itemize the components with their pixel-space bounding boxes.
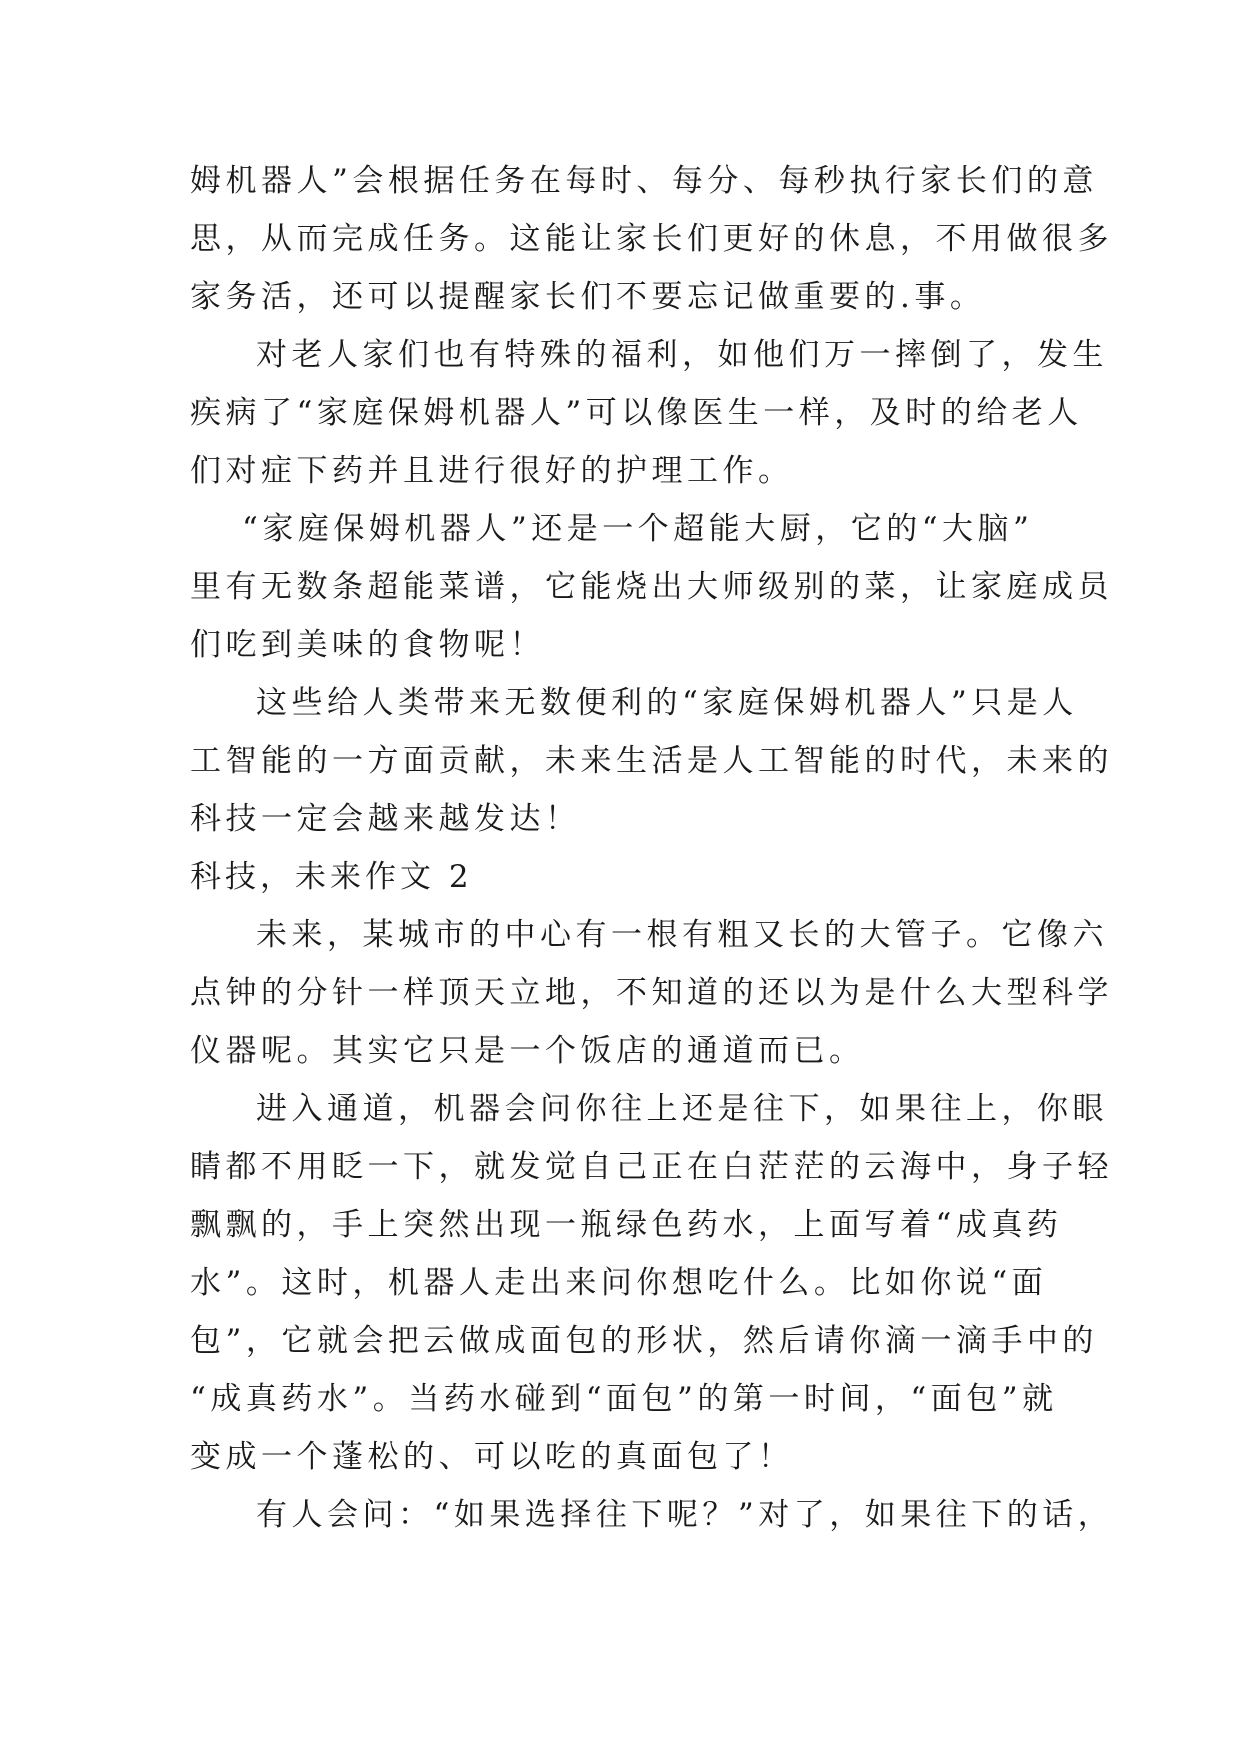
- text-line: 们吃到美味的食物呢！: [190, 627, 545, 663]
- text-line: 飘飘的，手上突然出现一瓶绿色药水，上面写着“成真药: [190, 1207, 1063, 1243]
- text-line: 未来，某城市的中心有一根有粗又长的大管子。它像六: [256, 917, 1108, 953]
- text-line: 科技一定会越来越发达！: [190, 801, 581, 837]
- text-line: 对老人家们也有特殊的福利，如他们万一摔倒了，发生: [256, 337, 1108, 373]
- text-line: 进入通道，机器会问你往上还是往下，如果往上，你眼: [256, 1091, 1108, 1127]
- text-line: 睛都不用眨一下，就发觉自己正在白茫茫的云海中，身子轻: [190, 1149, 1113, 1185]
- text-line: “家庭保姆机器人”还是一个超能大厨，它的“大脑”: [242, 511, 1034, 547]
- paragraph: [190, 326, 1108, 500]
- paragraph: [190, 1486, 1114, 1544]
- text-line: 包”，它就会把云做成面包的形状，然后请你滴一滴手中的: [190, 1323, 1098, 1359]
- text-line: 工智能的一方面贡献，未来生活是人工智能的时代，未来的: [190, 743, 1113, 779]
- text-line: 姆机器人”会根据任务在每时、每分、每秒执行家长们的意: [190, 163, 1098, 199]
- text-line: 点钟的分针一样顶天立地，不知道的还以为是什么大型科学: [190, 975, 1113, 1011]
- text-line: 水”。这时，机器人走出来问你想吃什么。比如你说“面: [190, 1265, 1048, 1301]
- text-line: 里有无数条超能菜谱，它能烧出大师级别的菜，让家庭成员: [190, 569, 1113, 605]
- text-line: 们对症下药并且进行很好的护理工作。: [190, 453, 794, 489]
- text-line: 仪器呢。其实它只是一个饭店的通道而已。: [190, 1033, 865, 1069]
- paragraph: [190, 1080, 1113, 1486]
- text-line: “成真药水”。当药水碰到“面包”的第一时间，“面包”就: [190, 1381, 1058, 1417]
- document-page: [190, 152, 1114, 1544]
- paragraph: [190, 674, 1113, 848]
- text-line: 疾病了“家庭保姆机器人”可以像医生一样，及时的给老人: [190, 395, 1083, 431]
- text-line: 思，从而完成任务。这能让家长们更好的休息，不用做很多: [190, 221, 1113, 257]
- text-line: 这些给人类带来无数便利的“家庭保姆机器人”只是人: [256, 685, 1078, 721]
- text-line: 家务活，还可以提醒家长们不要忘记做重要的.事。: [190, 279, 986, 315]
- text-line: 变成一个蓬松的、可以吃的真面包了！: [190, 1439, 794, 1475]
- paragraph: [190, 906, 1113, 1080]
- section-heading: [190, 848, 1052, 906]
- heading-text: 科技，未来作文 2: [190, 859, 473, 895]
- paragraph: [190, 152, 1113, 326]
- text-line: 有人会问：“如果选择往下呢？”对了，如果往下的话，: [256, 1497, 1114, 1533]
- paragraph: [190, 500, 1113, 674]
